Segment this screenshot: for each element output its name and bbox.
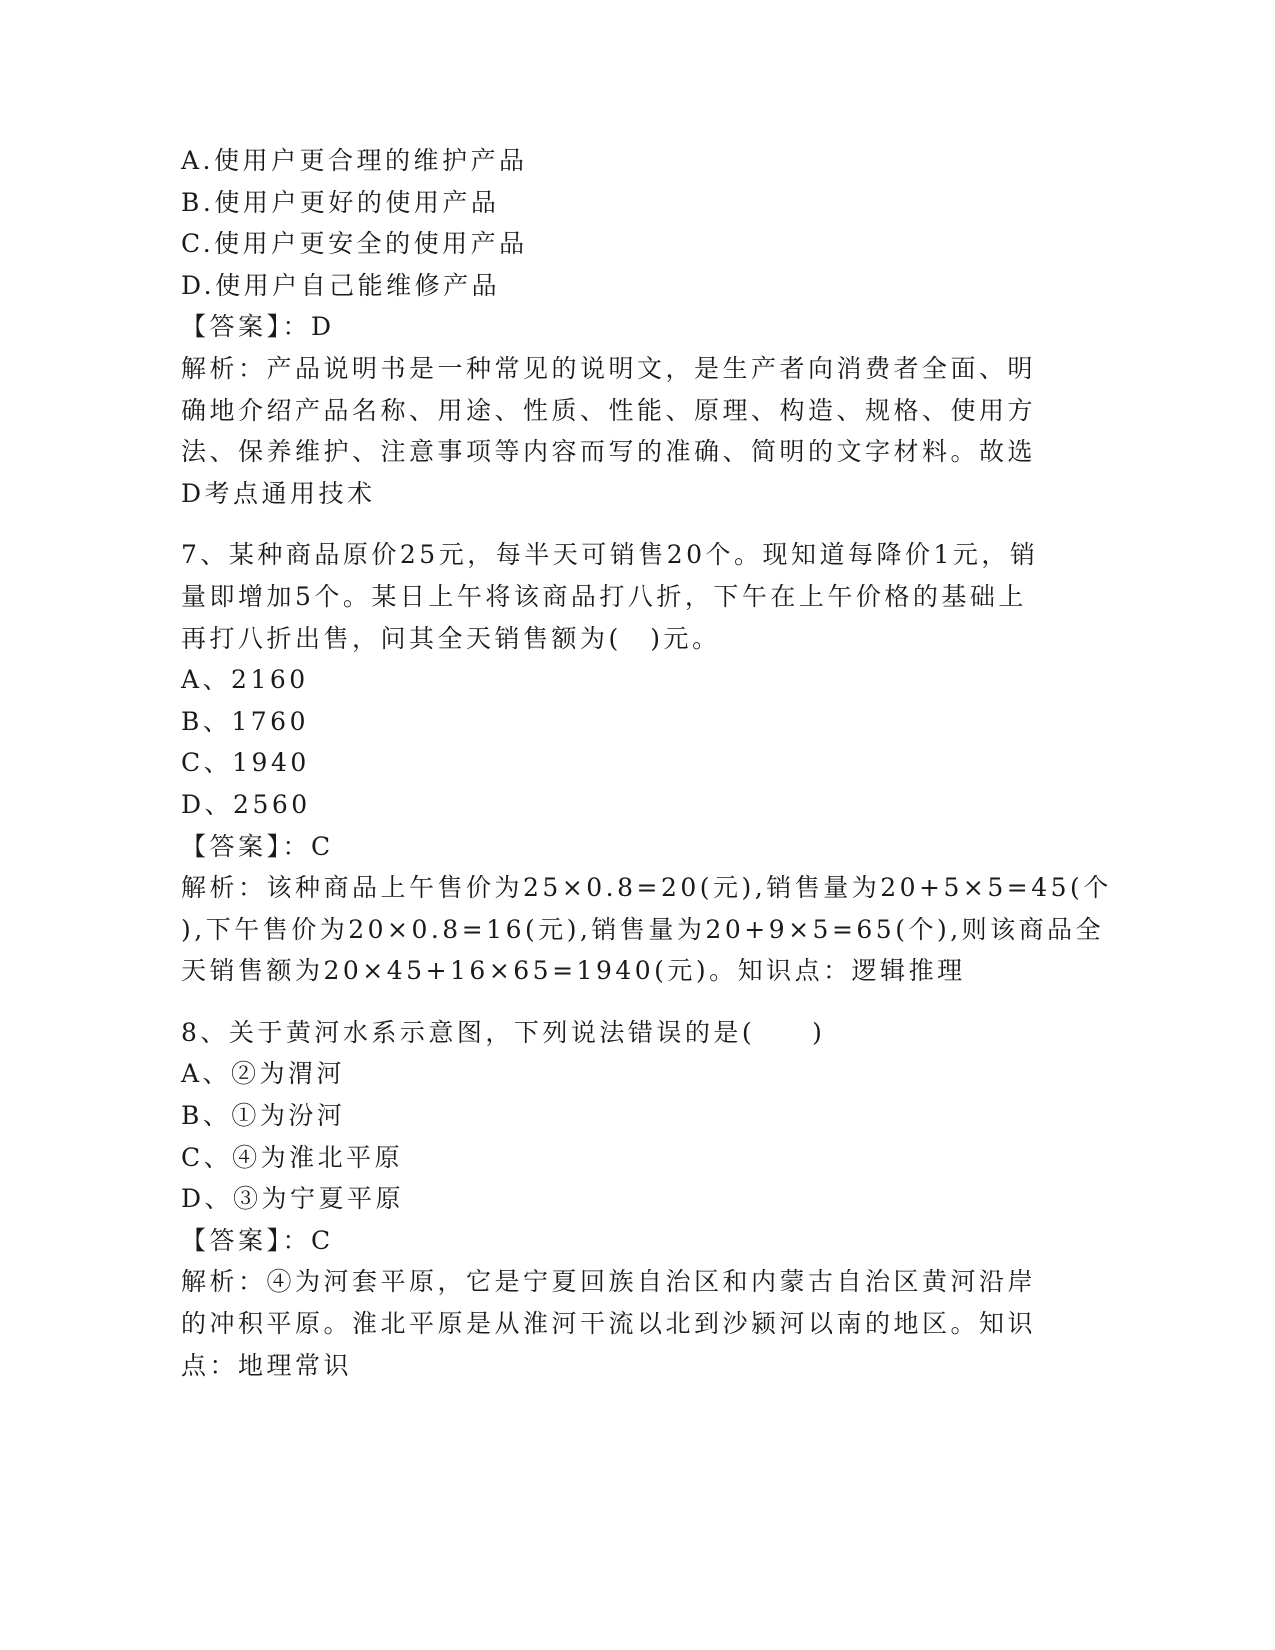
option-a: A、②为渭河	[181, 1059, 346, 1089]
explanation-line: 法、保养维护、注意事项等内容而写的准确、简明的文字材料。故选	[181, 437, 1037, 467]
option-b: B.使用户更好的使用产品	[181, 187, 500, 217]
question-text: 量即增加5个。某日上午将该商品打八折，下午在上午价格的基础上	[181, 581, 1027, 611]
answer-line: 【答案】：C	[181, 1225, 334, 1255]
option-d: D、③为宁夏平原	[181, 1184, 405, 1214]
explanation-line: D考点通用技术	[181, 478, 376, 508]
option-b: B、①为汾河	[181, 1101, 346, 1131]
question-7	[181, 534, 1112, 992]
question-text: 7、某种商品原价25元，每半天可销售20个。现知道每降价1元，销	[181, 540, 1039, 570]
explanation-line: ),下午售价为20×0.8=16(元),销售量为20+9×5=65(个),则该商品全	[181, 914, 1105, 944]
question-text: 8、关于黄河水系示意图，下列说法错误的是( )	[181, 1017, 826, 1047]
option-c: C.使用户更安全的使用产品	[181, 229, 528, 259]
option-b: B、1760	[181, 706, 309, 736]
option-d: D.使用户自己能维修产品	[181, 270, 501, 300]
answer-line: 【答案】：D	[181, 312, 335, 342]
explanation-line: 的冲积平原。淮北平原是从淮河干流以北到沙颍河以南的地区。知识	[181, 1309, 1037, 1339]
explanation-line: 点：地理常识	[181, 1350, 353, 1380]
option-c: C、④为淮北平原	[181, 1142, 404, 1172]
option-a: A、2160	[181, 665, 309, 695]
option-d: D、2560	[181, 789, 311, 819]
document-page	[181, 140, 1112, 1386]
explanation-line: 解析：该种商品上午售价为25×0.8=20(元),销售量为20+5×5=45(个	[181, 873, 1112, 903]
section-gap	[181, 514, 1061, 534]
question-8	[181, 1012, 1061, 1386]
section-gap	[181, 992, 1061, 1012]
question-text: 再打八折出售，问其全天销售额为( )元。	[181, 623, 721, 653]
explanation-line: 解析：④为河套平原，它是宁夏回族自治区和内蒙古自治区黄河沿岸	[181, 1267, 1037, 1297]
explanation-line: 解析：产品说明书是一种常见的说明文，是生产者向消费者全面、明	[181, 353, 1037, 383]
explanation-line: 天销售额为20×45+16×65=1940(元)。知识点：逻辑推理	[181, 956, 966, 986]
option-a: A.使用户更合理的维护产品	[181, 146, 528, 175]
option-c: C、1940	[181, 748, 310, 778]
question-6	[181, 140, 1061, 514]
answer-line: 【答案】：C	[181, 831, 334, 861]
explanation-line: 确地介绍产品名称、用途、性质、性能、原理、构造、规格、使用方	[181, 395, 1037, 425]
